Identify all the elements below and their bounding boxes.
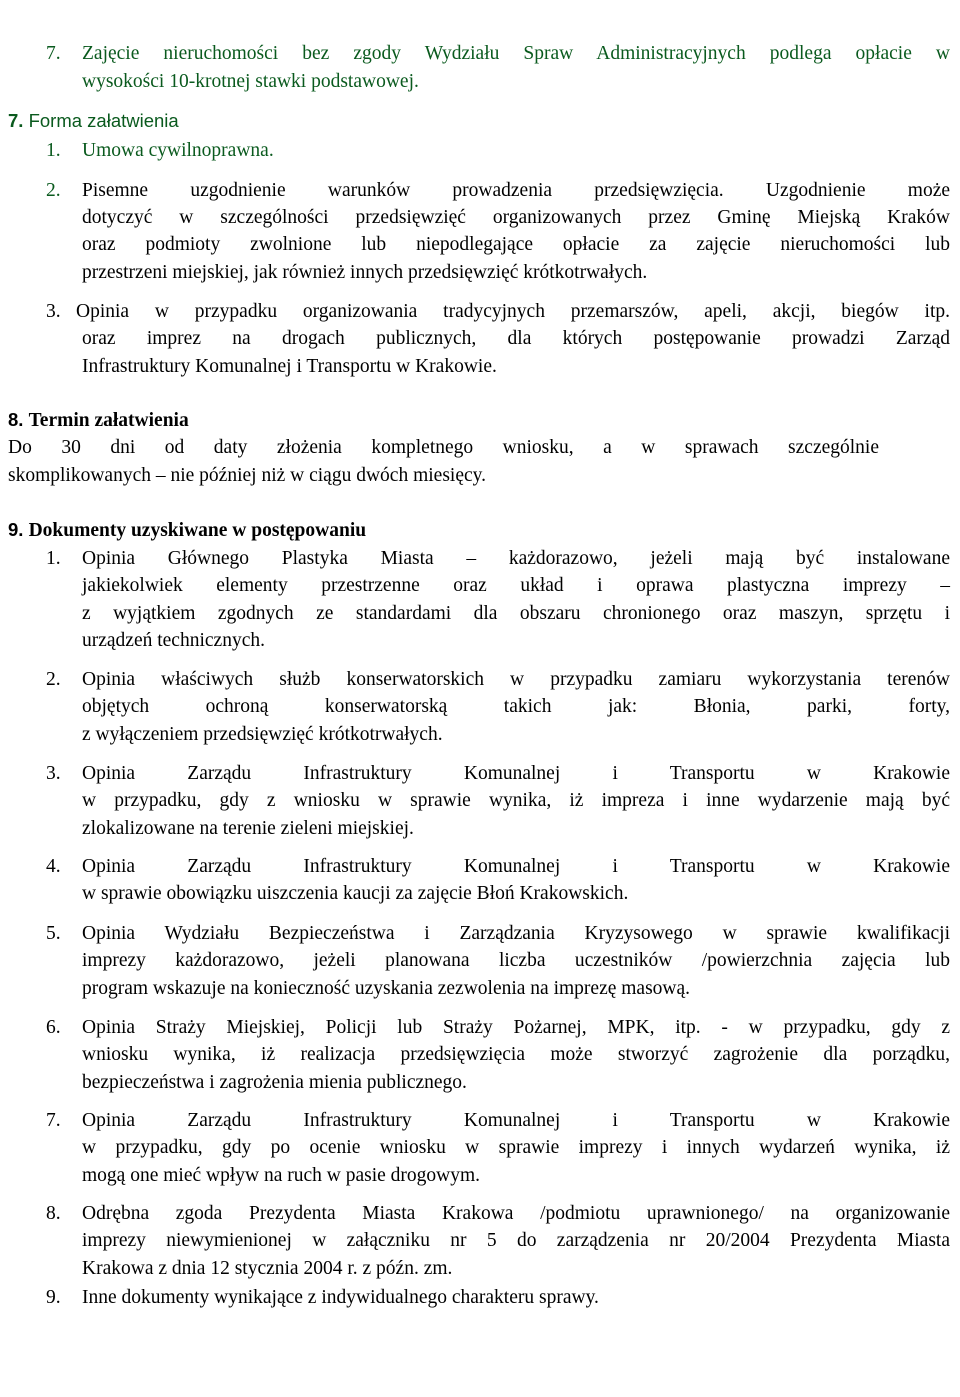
document-item-line: objętych ochroną konserwatorską takich jak: Błonia, parki, forty,: [82, 696, 950, 718]
s7-item-2-line-3: oraz podmioty zwolnione lub niepodlegające opłacie za zajęcie nieruchomości lub: [82, 234, 950, 255]
document-item-line: z wyjątkiem zgodnych ze standardami dla obszaru chronionego oraz maszyn, sprzętu i: [82, 602, 950, 624]
section-8-number: 8.: [8, 409, 24, 430]
document-item-line: imprezy niewymienionej w załączniku nr 5 do zarządzenia nr 20/2004 Prezydenta Miasta: [82, 1230, 950, 1252]
s7-item-2-number: 2.: [46, 180, 61, 201]
document-item-number: 1.: [46, 548, 61, 569]
s7-item-3-number: 3.: [46, 301, 61, 322]
section-7-title: Forma załatwienia: [28, 110, 179, 131]
s8-line-2: skomplikowanych – nie później niż w ciągu dwóch miesięcy.: [8, 465, 486, 486]
s7-item-3-line-1: Opinia w przypadku organizowania tradycyjnych przemarszów, apeli, akcji, biegów itp.: [76, 301, 950, 322]
document-item-number: 3.: [46, 763, 61, 784]
item-7-line-1: Zajęcie nieruchomości bez zgody Wydziału Spraw Administracyjnych podlega opłacie w: [82, 43, 950, 64]
document-item-line: Opinia Zarządu Infrastruktury Komunalnej i Transportu w Krakowie: [82, 763, 950, 784]
document-item-line: Krakowa z dnia 12 stycznia 2004 r. z późn. zm.: [82, 1257, 453, 1279]
section-8-title: Termin załatwienia: [28, 410, 189, 431]
document-item-line: Opinia Zarządu Infrastruktury Komunalnej i Transportu w Krakowie: [82, 856, 950, 877]
document-item-number: 6.: [46, 1017, 61, 1038]
document-item-line: Opinia Zarządu Infrastruktury Komunalnej i Transportu w Krakowie: [82, 1110, 950, 1131]
s7-item-2-line-4: przestrzeni miejskiej, jak również innych przedsięwzięć krótkotrwałych.: [82, 262, 648, 283]
s7-item-1-text: Umowa cywilnoprawna.: [82, 140, 274, 161]
document-item-line: w sprawie obowiązku uiszczenia kaucji za zajęcie Błoń Krakowskich.: [82, 883, 629, 905]
document-item-line: Inne dokumenty wynikające z indywidualnego charakteru sprawy.: [82, 1287, 599, 1308]
s7-item-2-line-1: Pisemne uzgodnienie warunków prowadzenia przedsięwzięcia. Uzgodnienie może: [82, 180, 950, 201]
section-7-number: 7.: [8, 110, 24, 131]
document-item-line: w przypadku, gdy z wniosku w sprawie wynika, iż impreza i inne wydarzenie mają być: [82, 790, 950, 812]
s7-item-3-line-2: oraz imprez na drogach publicznych, dla których postępowanie prowadzi Zarząd: [82, 328, 950, 349]
section-9-number: 9.: [8, 519, 24, 540]
item-7-line-2: wysokości 10-krotnej stawki podstawowej.: [82, 71, 419, 92]
document-item-line: jakiekolwiek elementy przestrzenne oraz układ i oprawa plastyczna imprezy –: [82, 575, 950, 597]
document-item-line: mogą one mieć wpływ na ruch w pasie drogowym.: [82, 1164, 481, 1186]
section-8-heading: [8, 409, 189, 432]
document-item-line: Opinia Głównego Plastyka Miasta – każdorazowo, jeżeli mają być instalowane: [82, 548, 950, 569]
document-item-number: 9.: [46, 1287, 61, 1308]
item-7-number: 7.: [46, 43, 61, 64]
section-9-heading: [8, 519, 366, 542]
document-item-line: wniosku wynika, iż realizacja przedsięwzięcia może stworzyć zagrożenie dla porządku,: [82, 1044, 950, 1066]
document-item-line: Opinia właściwych służb konserwatorskich w przypadku zamiaru wykorzystania terenów: [82, 669, 950, 690]
s8-line-1: Do 30 dni od daty złożenia kompletnego wniosku, a w sprawach szczególnie: [8, 437, 879, 458]
document-item-line: w przypadku, gdy po ocenie wniosku w sprawie imprezy i innych wydarzeń wynika, iż: [82, 1137, 950, 1159]
s7-item-3-line-3: Infrastruktury Komunalnej i Transportu w Krakowie.: [82, 356, 497, 377]
document-item-line: urządzeń technicznych.: [82, 629, 265, 651]
document-item-line: imprezy każdorazowo, jeżeli planowana liczba uczestników /powierzchnia zajęcia lub: [82, 950, 950, 972]
document-item-line: program wskazuje na konieczność uzyskania zezwolenia na imprezę masową.: [82, 977, 691, 999]
document-item-number: 7.: [46, 1110, 61, 1131]
document-item-number: 5.: [46, 923, 61, 944]
section-9-title: Dokumenty uzyskiwane w postępowaniu: [28, 520, 367, 541]
document-item-line: bezpieczeństwa i zagrożenia mienia publicznego.: [82, 1071, 467, 1093]
s7-item-2-line-2: dotyczyć w szczególności przedsięwzięć organizowanych przez Gminę Miejską Kraków: [82, 207, 950, 228]
document-item-number: 2.: [46, 669, 61, 690]
document-item-line: z wyłączeniem przedsięwzięć krótkotrwałych.: [82, 723, 443, 745]
s7-item-1-number: 1.: [46, 140, 61, 161]
document-item-line: Odrębna zgoda Prezydenta Miasta Krakowa /podmiotu uprawnionego/ na organizowanie: [82, 1203, 950, 1224]
document-item-number: 4.: [46, 856, 61, 877]
document-item-number: 8.: [46, 1203, 61, 1224]
section-7-heading: [8, 110, 179, 132]
document-item-line: zlokalizowane na terenie zieleni miejskiej.: [82, 817, 414, 839]
document-item-line: Opinia Straży Miejskiej, Policji lub Straży Pożarnej, MPK, itp. - w przypadku, gdy z: [82, 1017, 950, 1038]
document-item-line: Opinia Wydziału Bezpieczeństwa i Zarządzania Kryzysowego w sprawie kwalifikacji: [82, 923, 950, 944]
